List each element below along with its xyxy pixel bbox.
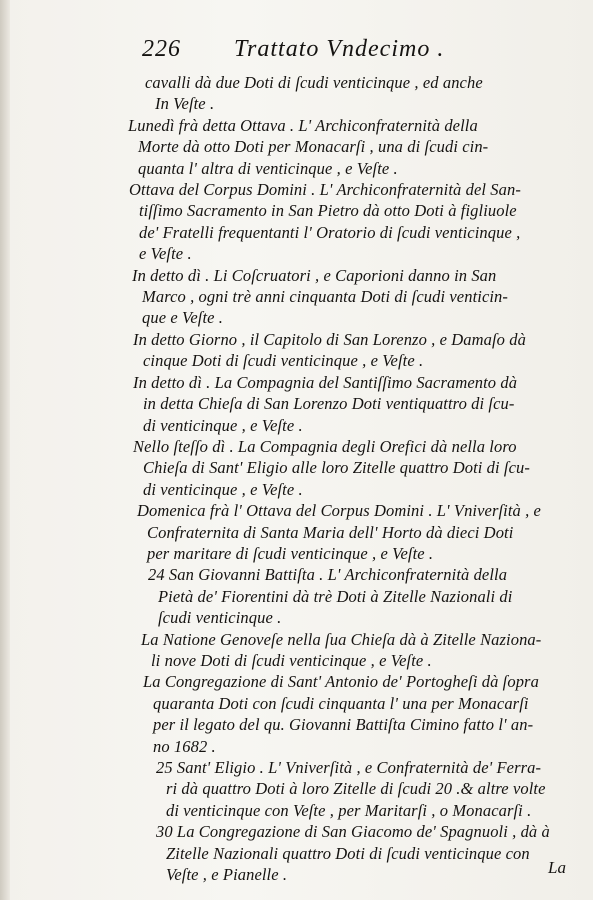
text-line: tiſſimo Sacramento in San Pietro dà otto Doti à figliuole <box>139 201 517 221</box>
body-text <box>0 72 593 885</box>
text-line: La Congregazione di Sant' Antonio de' Portogheſi dà ſopra <box>143 672 539 692</box>
text-line: Nello ſteſſo dì . La Compagnia degli Orefici dà nella loro <box>133 436 517 456</box>
text-entry <box>0 671 593 757</box>
text-line: Chieſa di Sant' Eligio alle loro Zitelle quattro Doti di ſcu- <box>143 458 530 478</box>
text-entry <box>0 372 593 436</box>
text-line: no 1682 . <box>153 736 216 756</box>
text-line: quaranta Doti con ſcudi cinquanta l' una per Monacarſi <box>153 693 529 713</box>
text-line: Confraternita di Santa Maria dell' Horto dà dieci Doti <box>147 522 514 542</box>
text-line: Lunedì frà detta Ottava . L' Archiconfraternità della <box>128 115 478 135</box>
text-line: Domenica frà l' Ottava del Corpus Domini . L' Vniverſità , e <box>137 501 541 521</box>
text-line: 24 San Giovanni Battiſta . L' Archiconfraternità della <box>148 565 508 585</box>
text-line: cavalli dà due Doti di ſcudi venticinque , ed anche <box>145 73 483 92</box>
text-line: Pietà de' Fiorentini dà trè Doti à Zitelle Nazionali di <box>158 586 513 606</box>
page-number: 226 <box>142 36 181 62</box>
text-line: per maritare di ſcudi venticinque , e Veſte . <box>147 543 434 563</box>
running-title: Trattato Vndecimo . <box>234 36 445 62</box>
text-line: di venticinque , e Veſte . <box>143 479 303 499</box>
text-entry <box>0 500 593 564</box>
text-line: Veſte , e Pianelle . <box>166 865 288 885</box>
text-line: 30 La Congregazione di San Giacomo de' Spagnuoli , dà à <box>156 822 550 842</box>
text-entry <box>0 436 593 500</box>
text-entry <box>0 821 593 885</box>
text-line: La Natione Genoveſe nella ſua Chieſa dà à Zitelle Naziona- <box>141 629 542 649</box>
text-line: li nove Doti di ſcudi venticinque , e Veſte . <box>151 650 432 670</box>
text-line: ſcudi venticinque . <box>158 608 282 628</box>
text-entry <box>0 265 593 329</box>
text-line: cinque Doti di ſcudi venticinque , e Veſte . <box>143 351 424 371</box>
catchword: La <box>548 858 566 877</box>
text-line: Morte dà otto Doti per Monacarſi , una di ſcudi cin- <box>138 137 489 157</box>
page-header <box>142 36 562 70</box>
text-line: di venticinque con Veſte , per Maritarſi , o Monacarſi . <box>166 800 532 820</box>
text-line: ri dà quattro Doti à loro Zitelle di ſcudi 20 .& altre volte <box>166 779 546 799</box>
text-entry <box>0 757 593 821</box>
text-line: Marco , ogni trè anni cinquanta Doti di ſcudi venticin- <box>142 287 508 307</box>
text-entry <box>0 564 593 628</box>
text-entry <box>0 72 593 115</box>
text-entry <box>0 179 593 265</box>
text-line: In Veſte . <box>155 94 215 114</box>
text-line: que e Veſte . <box>142 308 224 328</box>
text-line: In detto dì . La Compagnia del Santiſſimo Sacramento dà <box>133 372 518 392</box>
text-entry <box>0 115 593 179</box>
text-line: In detto Giorno , il Capitolo di San Lorenzo , e Damaſo dà <box>133 329 526 349</box>
text-line: Ottava del Corpus Domini . L' Archiconfraternità del San- <box>129 180 521 200</box>
text-line: de' Fratelli frequentanti l' Oratorio di ſcudi venticinque , <box>139 222 521 242</box>
text-line: e Veſte . <box>139 244 192 264</box>
text-entry <box>0 329 593 372</box>
text-line: per il legato del qu. Giovanni Battiſta Cimino fatto l' an- <box>153 715 534 735</box>
text-entry <box>0 629 593 672</box>
text-line: in detta Chieſa di San Lorenzo Doti ventiquattro di ſcu- <box>143 394 515 414</box>
text-line: di venticinque , e Veſte . <box>143 415 303 435</box>
text-line: quanta l' altra di venticinque , e Veſte . <box>138 158 398 178</box>
text-line: 25 Sant' Eligio . L' Vniverſità , e Confraternità de' Ferra- <box>156 758 542 777</box>
text-line: Zitelle Nazionali quattro Doti di ſcudi venticinque con <box>166 843 530 863</box>
text-line: In detto dì . Li Coſcruatori , e Caporioni danno in San <box>132 265 497 285</box>
